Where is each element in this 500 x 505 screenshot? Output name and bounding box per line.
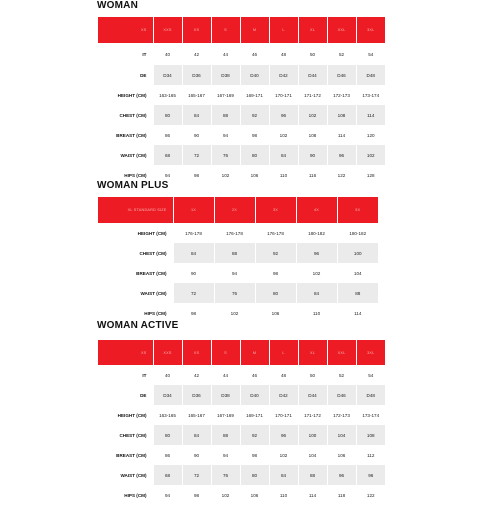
table-cell: 90	[298, 145, 327, 165]
table-cell: 54	[356, 43, 385, 65]
table-cell: 80	[153, 105, 182, 125]
table-cell: 104	[298, 445, 327, 465]
table-cell: 50	[298, 365, 327, 385]
row-label: HIPS (CM)	[144, 310, 167, 316]
table-cell: 114	[356, 105, 385, 125]
table-row	[98, 85, 385, 105]
size-table-woman-active	[98, 340, 385, 505]
table-row	[98, 283, 378, 303]
table-cell: 110	[296, 303, 337, 323]
table-cell: 102	[269, 445, 298, 465]
header-cell: S	[211, 17, 240, 43]
table-cell: 76	[211, 145, 240, 165]
table-cell: 102	[296, 263, 337, 283]
table-row	[98, 485, 385, 505]
row-label: BREAST (CM)	[116, 132, 147, 138]
table-cell: 92	[240, 105, 269, 125]
row-label: HIPS (CM)	[124, 172, 147, 178]
table-cell: D34	[153, 385, 182, 405]
table-cell: 46	[240, 365, 269, 385]
table-cell: 104	[327, 425, 356, 445]
table-cell: D42	[269, 65, 298, 85]
table-cell: 170-171	[269, 405, 298, 425]
table-cell: 96	[356, 465, 385, 485]
header-cell: L	[269, 340, 298, 365]
table-cell: 112	[356, 445, 385, 465]
table-row	[98, 365, 385, 385]
table-cell: 172-173	[327, 85, 356, 105]
table-cell: 180-182	[296, 223, 337, 243]
table-cell: 84	[182, 425, 211, 445]
table-cell: 44	[211, 43, 240, 65]
table-header-row	[98, 17, 385, 43]
table-cell: 92	[240, 425, 269, 445]
table-cell: 114	[327, 125, 356, 145]
table-cell: 84	[182, 105, 211, 125]
table-cell: 102	[211, 165, 240, 185]
table-cell: 88	[211, 105, 240, 125]
table-cell: 80	[255, 283, 296, 303]
header-cell: M	[240, 17, 269, 43]
table-row	[98, 405, 385, 425]
table-cell: 86	[153, 125, 182, 145]
header-cell: XXS	[153, 17, 182, 43]
table-cell: 102	[356, 145, 385, 165]
table-cell: 128	[356, 165, 385, 185]
table-cell: 88	[214, 243, 255, 263]
table-cell: 40	[153, 43, 182, 65]
header-cell: XS	[98, 17, 153, 43]
table-cell: 106	[240, 485, 269, 505]
header-cell: XXL	[327, 17, 356, 43]
table-cell: 68	[153, 465, 182, 485]
table-cell: 98	[182, 485, 211, 505]
header-cell: 1X	[173, 197, 214, 223]
table-cell: 94	[211, 125, 240, 145]
table-cell: 44	[211, 365, 240, 385]
table-cell: 50	[298, 43, 327, 65]
table-cell: 163-165	[153, 405, 182, 425]
table-cell: 40	[153, 365, 182, 385]
table-cell: 48	[269, 43, 298, 65]
table-cell: 165-167	[182, 85, 211, 105]
table-row	[98, 465, 385, 485]
table-cell: 173-174	[356, 85, 385, 105]
table-cell: D36	[182, 65, 211, 85]
table-cell: D40	[240, 65, 269, 85]
table-cell: 176-178	[214, 223, 255, 243]
table-cell: 92	[255, 243, 296, 263]
table-cell: 84	[269, 145, 298, 165]
table-cell: 94	[214, 263, 255, 283]
table-cell: 96	[296, 243, 337, 263]
table-cell: 180-182	[337, 223, 378, 243]
table-cell: D44	[298, 65, 327, 85]
table-cell: 88	[298, 465, 327, 485]
table-row	[98, 145, 385, 165]
header-cell: 5X	[337, 197, 378, 223]
table-cell: 108	[298, 125, 327, 145]
table-cell: 106	[327, 445, 356, 465]
table-cell: 76	[214, 283, 255, 303]
table-cell: 98	[182, 165, 211, 185]
table-cell: 84	[296, 283, 337, 303]
table-cell: 116	[298, 165, 327, 185]
table-cell: 163-165	[153, 85, 182, 105]
section-title-woman-plus: WOMAN PLUS	[97, 180, 169, 191]
row-label: WAIST (CM)	[120, 152, 147, 158]
size-table-woman-plus	[98, 197, 378, 323]
header-cell: XXS	[153, 340, 182, 365]
header-cell: 3XL	[356, 340, 385, 365]
table-cell: 108	[356, 425, 385, 445]
header-cell: XL STANDARD SIZE	[98, 197, 173, 223]
table-cell: 102	[269, 125, 298, 145]
table-cell: 84	[173, 243, 214, 263]
table-cell: 94	[153, 485, 182, 505]
table-cell: D48	[356, 385, 385, 405]
table-header-row	[98, 340, 385, 365]
table-cell: 114	[298, 485, 327, 505]
table-cell: 80	[240, 145, 269, 165]
table-cell: 94	[153, 165, 182, 185]
table-cell: 86	[153, 445, 182, 465]
row-label: HIPS (CM)	[124, 492, 147, 498]
row-label: CHEST (CM)	[139, 250, 167, 256]
table-cell: 96	[269, 105, 298, 125]
table-row	[98, 125, 385, 145]
table-cell: 52	[327, 365, 356, 385]
header-cell: XXL	[327, 340, 356, 365]
size-table-woman	[98, 17, 385, 185]
table-cell: 54	[356, 365, 385, 385]
table-cell: 98	[173, 303, 214, 323]
table-cell: 96	[327, 145, 356, 165]
table-cell: 90	[182, 125, 211, 145]
table-cell: 172-173	[327, 405, 356, 425]
header-cell: L	[269, 17, 298, 43]
table-cell: 88	[337, 283, 378, 303]
table-cell: 173-174	[356, 405, 385, 425]
row-label: DE	[140, 72, 147, 78]
header-cell: XS	[98, 340, 153, 365]
table-row	[98, 223, 378, 243]
table-row	[98, 65, 385, 85]
table-cell: 98	[255, 263, 296, 283]
table-cell: 169-171	[240, 85, 269, 105]
table-row	[98, 263, 378, 283]
table-row	[98, 43, 385, 65]
row-label: WAIST (CM)	[120, 472, 147, 478]
table-cell: 118	[327, 485, 356, 505]
table-cell: 94	[211, 445, 240, 465]
row-label: HEIGHT (CM)	[117, 412, 147, 418]
table-cell: 72	[182, 145, 211, 165]
row-label: HEIGHT (CM)	[117, 92, 147, 98]
table-cell: 42	[182, 365, 211, 385]
table-cell: 76	[211, 465, 240, 485]
table-cell: 102	[214, 303, 255, 323]
table-cell: 96	[269, 425, 298, 445]
table-cell: 90	[173, 263, 214, 283]
table-cell: D46	[327, 65, 356, 85]
table-cell: 122	[327, 165, 356, 185]
table-cell: 167-169	[211, 85, 240, 105]
row-label: DE	[140, 392, 147, 398]
table-cell: D44	[298, 385, 327, 405]
header-cell: 2X	[214, 197, 255, 223]
table-cell: 104	[337, 263, 378, 283]
row-label: WAIST (CM)	[140, 290, 167, 296]
header-cell: 3XL	[356, 17, 385, 43]
table-row	[98, 425, 385, 445]
table-cell: D48	[356, 65, 385, 85]
header-cell: S	[211, 340, 240, 365]
row-label: HEIGHT (CM)	[137, 230, 167, 236]
table-cell: 48	[269, 365, 298, 385]
table-cell: 100	[337, 243, 378, 263]
table-row	[98, 243, 378, 263]
table-cell: 106	[240, 165, 269, 185]
table-cell: 169-171	[240, 405, 269, 425]
table-row	[98, 385, 385, 405]
table-header-row	[98, 197, 378, 223]
table-cell: 110	[269, 485, 298, 505]
table-cell: 108	[327, 105, 356, 125]
table-cell: D34	[153, 65, 182, 85]
table-row	[98, 105, 385, 125]
header-cell: M	[240, 340, 269, 365]
table-cell: 90	[182, 445, 211, 465]
section-title-woman: WOMAN	[97, 0, 138, 11]
row-label: IT	[142, 51, 147, 57]
table-cell: D40	[240, 385, 269, 405]
table-cell: 42	[182, 43, 211, 65]
table-cell: 80	[240, 465, 269, 485]
table-cell: D38	[211, 385, 240, 405]
table-cell: 171-172	[298, 405, 327, 425]
section-title-woman-active: WOMAN ACTIVE	[97, 320, 179, 331]
table-cell: 170-171	[269, 85, 298, 105]
row-label: BREAST (CM)	[116, 452, 147, 458]
table-cell: 176-178	[173, 223, 214, 243]
row-label: BREAST (CM)	[136, 270, 167, 276]
table-cell: 114	[337, 303, 378, 323]
table-cell: 176-178	[255, 223, 296, 243]
table-cell: 72	[182, 465, 211, 485]
header-cell: 3X	[255, 197, 296, 223]
table-cell: D46	[327, 385, 356, 405]
table-cell: D38	[211, 65, 240, 85]
table-cell: 110	[269, 165, 298, 185]
row-label: CHEST (CM)	[119, 432, 147, 438]
table-cell: 102	[211, 485, 240, 505]
table-cell: 80	[153, 425, 182, 445]
table-cell: 96	[327, 465, 356, 485]
header-cell: XS	[182, 17, 211, 43]
table-cell: 102	[298, 105, 327, 125]
row-label: CHEST (CM)	[119, 112, 147, 118]
table-cell: 72	[173, 283, 214, 303]
header-cell: XL	[298, 340, 327, 365]
table-cell: 52	[327, 43, 356, 65]
row-label: IT	[142, 372, 147, 378]
table-cell: D42	[269, 385, 298, 405]
table-cell: 120	[356, 125, 385, 145]
table-cell: 98	[240, 125, 269, 145]
table-cell: 165-167	[182, 405, 211, 425]
header-cell: XS	[182, 340, 211, 365]
table-row	[98, 445, 385, 465]
table-cell: D36	[182, 385, 211, 405]
table-cell: 106	[255, 303, 296, 323]
table-cell: 46	[240, 43, 269, 65]
table-cell: 68	[153, 145, 182, 165]
table-cell: 100	[298, 425, 327, 445]
header-cell: 4X	[296, 197, 337, 223]
table-cell: 171-172	[298, 85, 327, 105]
table-cell: 98	[240, 445, 269, 465]
table-cell: 167-169	[211, 405, 240, 425]
table-cell: 88	[211, 425, 240, 445]
table-cell: 84	[269, 465, 298, 485]
header-cell: XL	[298, 17, 327, 43]
table-cell: 122	[356, 485, 385, 505]
